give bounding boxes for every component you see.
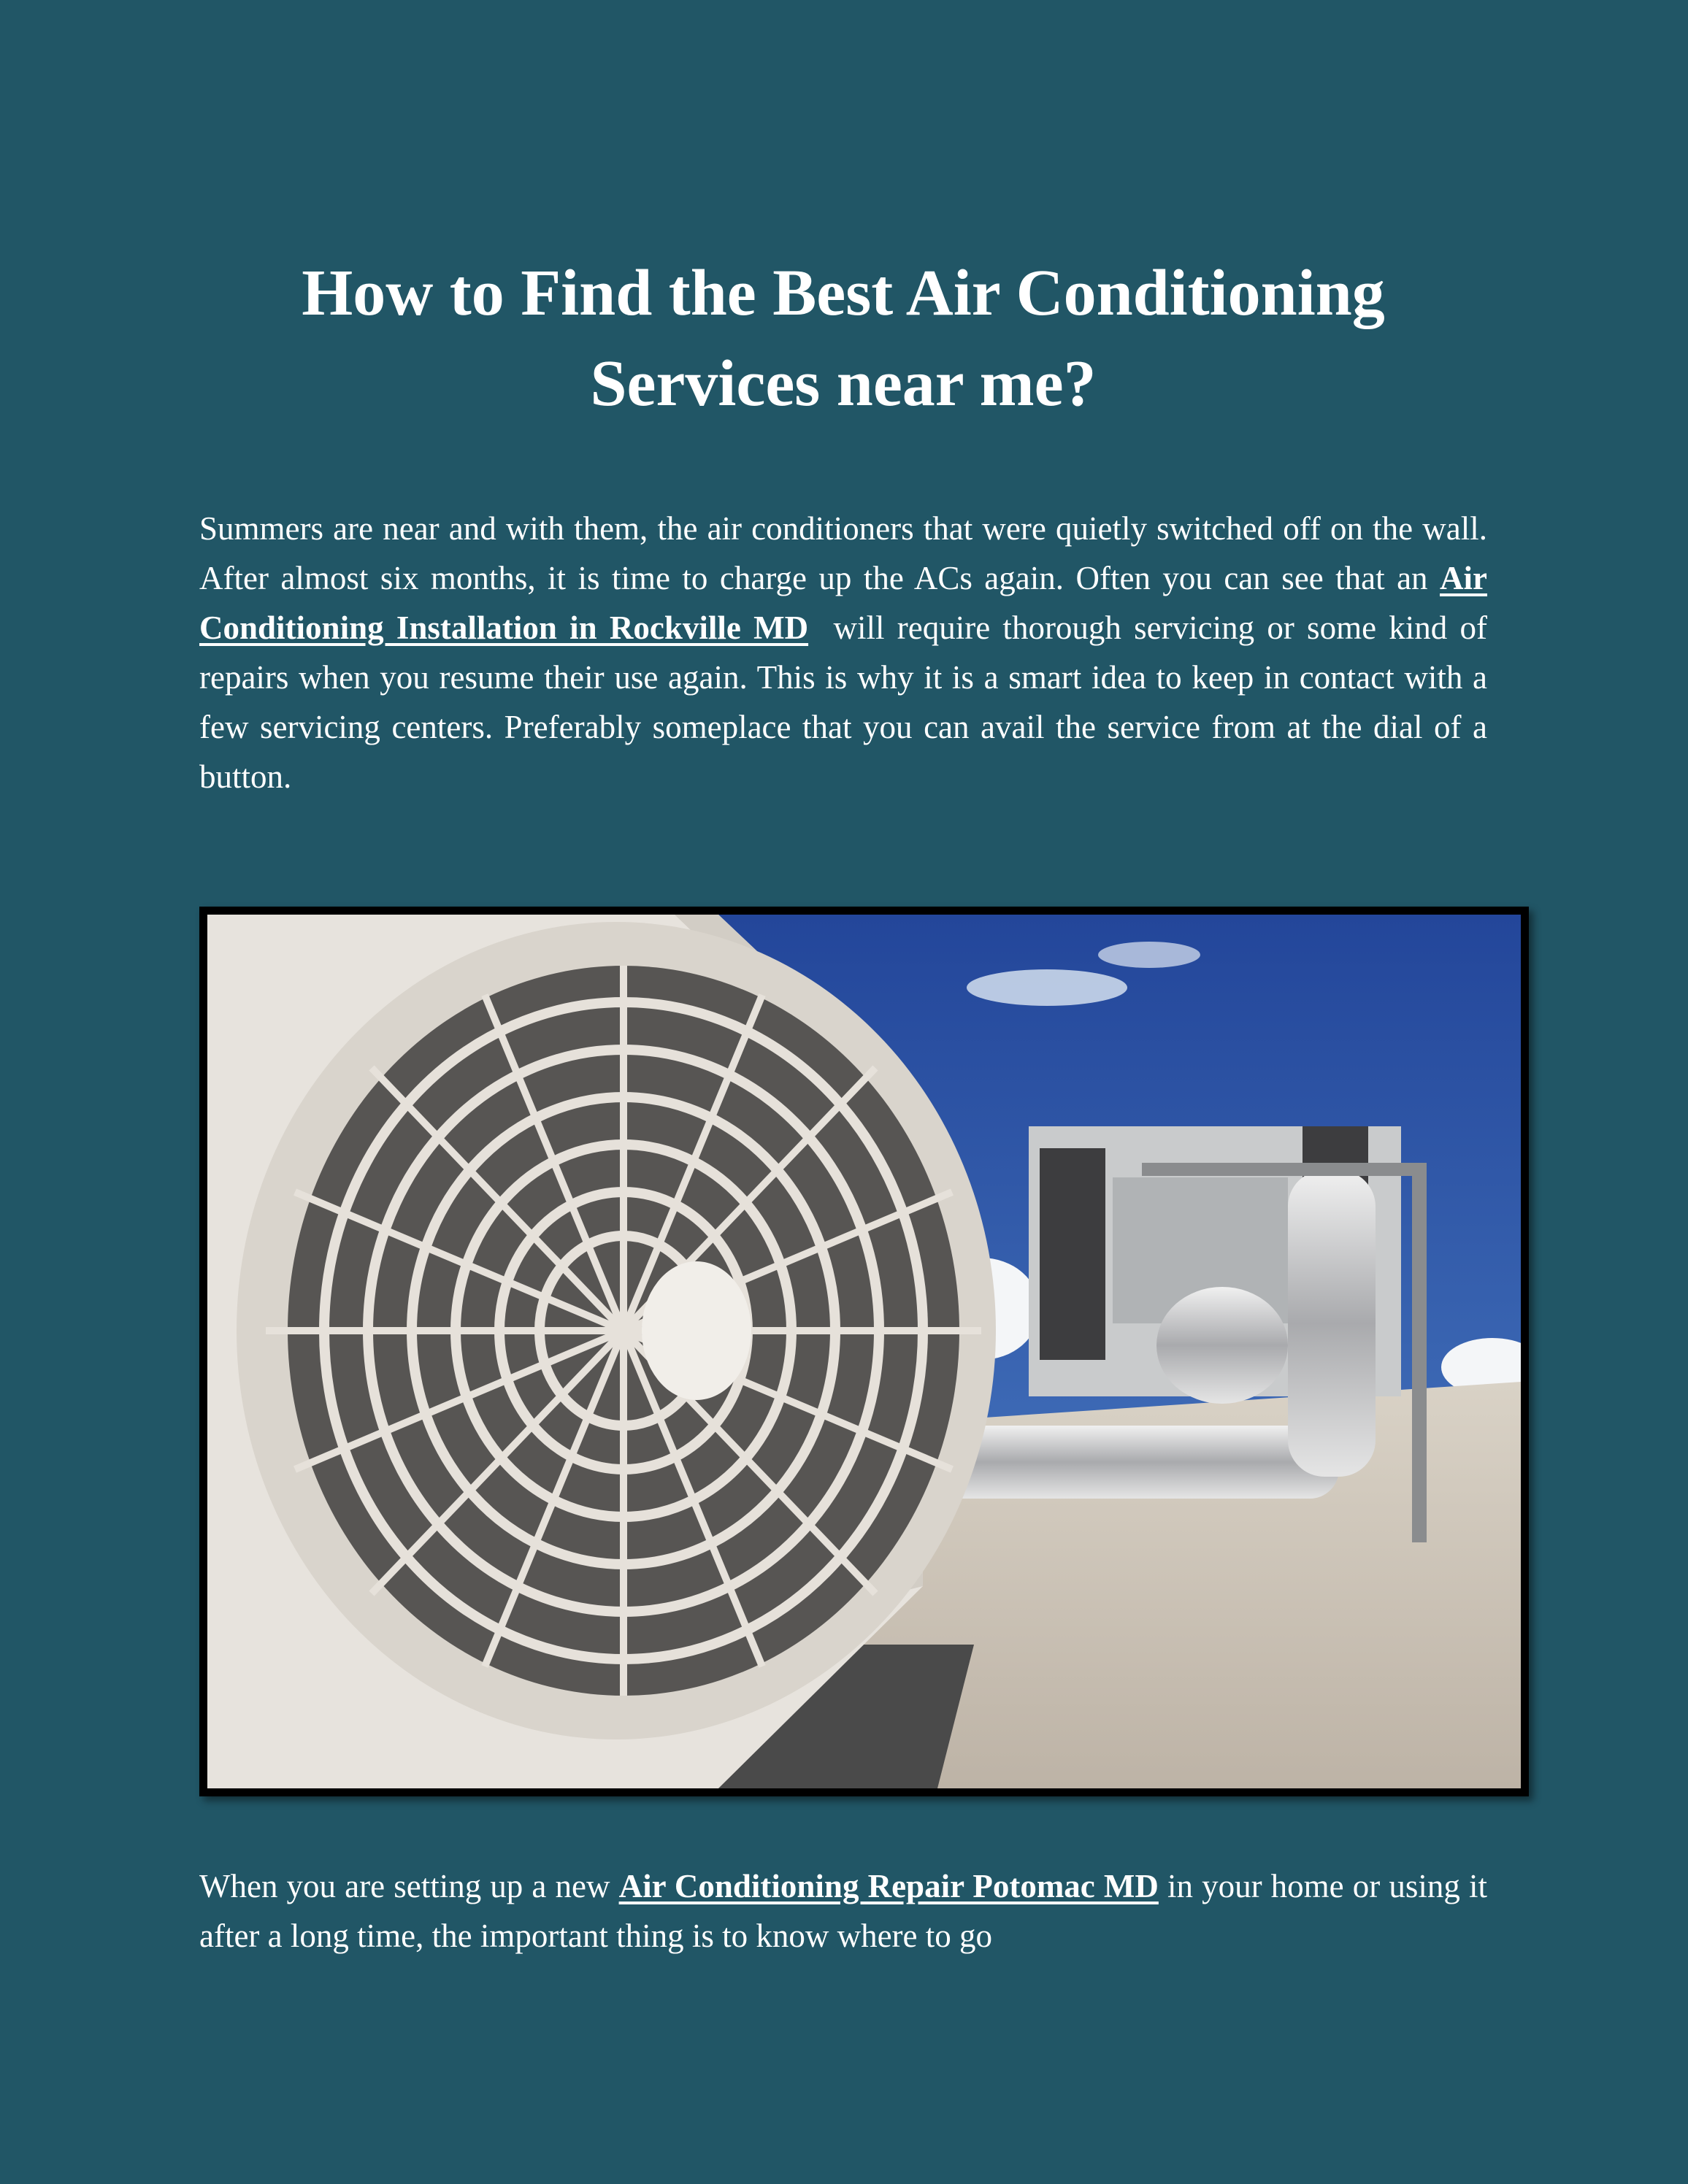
air-conditioner-photo bbox=[199, 907, 1529, 1796]
installation-rockville-link[interactable]: Air Conditioning Installation in Rockville MD bbox=[199, 560, 1487, 646]
ac-unit-illustration bbox=[207, 915, 1521, 1788]
intro-paragraph bbox=[199, 504, 1496, 801]
paragraph-text: will require thorough servicing or some kind of repairs when you resume their use again. This is why it is a smart idea to keep in contact with a few servicing centers. Preferably someplace that you can avail the service from at the dial of a button. bbox=[199, 610, 1496, 795]
paragraph-text: in your home or using it after a long time, the important thing is to know where to go bbox=[199, 1868, 1496, 1954]
page-title: How to Find the Best Air Conditioning Services near me? bbox=[302, 257, 1385, 420]
second-paragraph bbox=[199, 1861, 1496, 1961]
paragraph-text: Summers are near and with them, the air conditioners that were quietly switched off on the wall. After almost six months, it is time to charge up the ACs again. Often you can see that an bbox=[199, 510, 1487, 596]
repair-potomac-link[interactable]: Air Conditioning Repair Potomac MD bbox=[618, 1868, 1159, 1904]
paragraph-text: When you are setting up a new bbox=[199, 1868, 619, 1904]
